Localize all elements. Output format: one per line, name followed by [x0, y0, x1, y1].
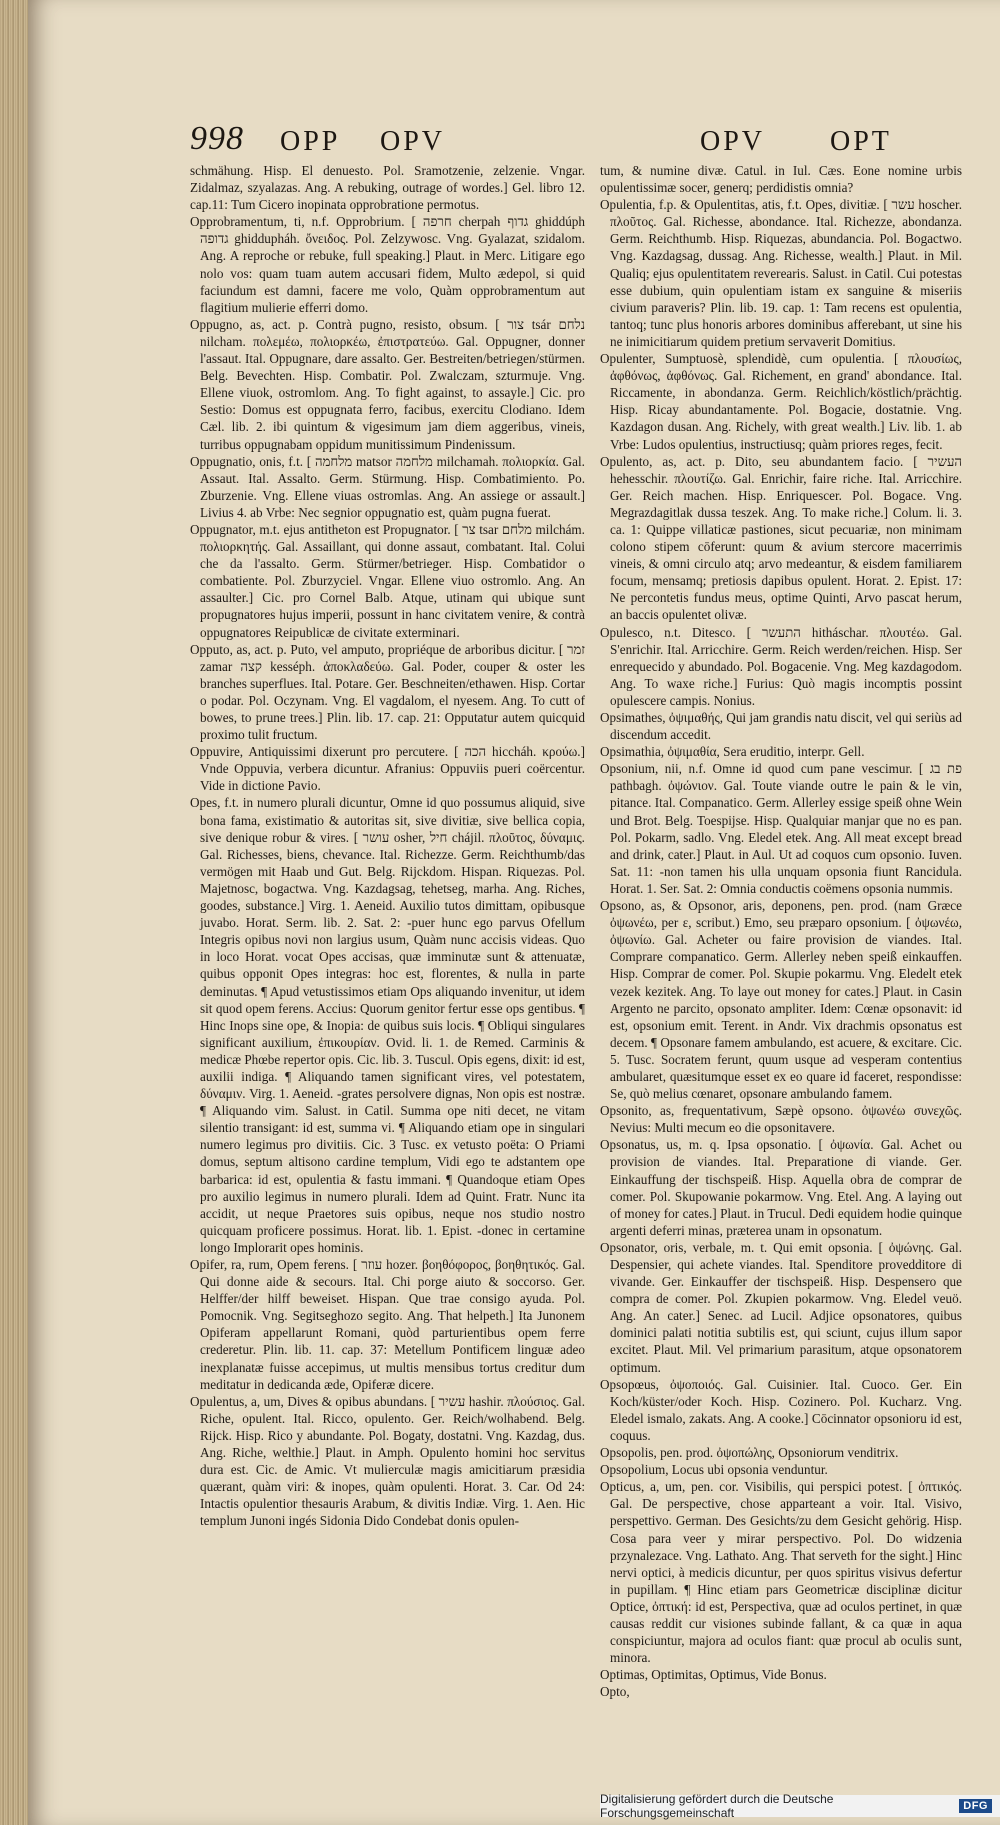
dictionary-entry: Opifer, ra, rum, Opem ferens. [ עוזר hozer. βοηθόφορος, βοηθητικός. Gal. Qui donne aide & secours. Ital. Chi porge aiuto & soccorso. Ger. Helffer/der hilff beweiset. Hispan. Que trae consigo ayuda. Pol. Pomocnik. Vng. Segitseghozo segito. Ang. That helpeth.] Ita Junonem Opiferam appellarunt Romani, quòd parturientibus opem ferre crederetur. Plin. lib. 11. cap. 37: Metellum Pontificem linguæ adeo inexplanatæ fuisse accepimus, ut multis mensibus tortus creditur dum meditatur in dedicanda æde, Opiferæ dicere. [190, 1257, 585, 1392]
dictionary-entry: Opsonator, oris, verbale, m. t. Qui emit opsonia. [ ὀψώνης. Gal. Despensier, qui achete viandes. Ital. Spenditore provedditore di vivande. Ger. Einkauffer der tischspeiß. Hisp. Despensero que compra de comer. Pol. Zkupien pokarmow. Vng. Eledel veuö. Ang. An cater.] Senec. ad Lucil. Adjice opsonatores, quibus dominici palati notitia subtilis est, qui sciunt, cujus illum sapor excitet. Plaut. Mil. Vel primarium parasitum, atque opsonatorem optimum. [600, 1239, 962, 1375]
dictionary-entry: Oppugno, as, act. p. Contrà pugno, resisto, obsum. [ צור tsár נלחם nilcham. πολεμέω, πολιορκέω, ἐπιστρατεύω. Gal. Oppugner, donner l'assaut. Ital. Oppugnare, dare assalto. Ger. Bestreiten/betriegen/stürmen. Belg. Bevechten. Hisp. Combatir. Pol. Zwalczam, szturmuje. Vng. Ellene viuok, ostromlom. Ang. To fight against, to assayle.] Cic. pro Sestio: Domus est oppugnata ferro, facibus, exercitu Clodiano. Idem Cæl. lib. 2. ibi quintum & vigesimum jam diem aggeribus, vineis, turribus oppugnabam oppidum munitissimum Pindenissum. [190, 316, 586, 452]
dictionary-entry: Opsonatus, us, m. q. Ipsa opsonatio. [ ὀψωνία. Gal. Achet ou provision de viandes. Ital. Preparatione di viande. Ger. Einkauffung der tischspeiß. Hisp. Aquella obra de comprar de comer. Pol. Skupowanie pokarmow. Vng. Etel. Ang. A laying out of money for cates.] Plaut. in Trucul. Dedi equidem hodie quinque argenti deferri minas, præterea unam in opsonatum. [600, 1137, 962, 1238]
dictionary-entry: Opputo, as, act. p. Puto, vel amputo, propriéque de arboribus dicitur. [ זמר zamar קצה kesséph. ἀποκλαδεύω. Gal. Poder, couper & oster les branches superflues. Ital. Potare. Ger. Beschneiten/ethawen. Hisp. Cortar o podar. Pol. Oczynam. Vng. El vagdalom, el nyesem. Ang. To cutt of bowes, to prune trees.] Plin. lib. 17. cap. 21: Opputatur autem quicquid proximo tulit fructum. [190, 641, 585, 743]
headword-guide: OPV [700, 126, 766, 157]
dictionary-entry: Opulentia, f.p. & Opulentitas, atis, f.t. Opes, divitiæ. [ עשר hoscher. πλοῦτος. Gal. Richesse, abondance. Ital. Richezze, abondanza. Germ. Reichthumb. Hisp. Riquezas, abundancia. Pol. Bogactwo. Vng. Kazdagsag, dussag. Ang. Richesse, wealth.] Plaut. in Mil. Qualiq; ejus opulentitatem reverearis. Salust. in Catil. Cui potestas esse dubium, quin opulentiam istam ex sanguine & miseriis civium paraveris? Plin. lib. 19. cap. 1: Tam recens est opulentia, tantoq; tunc plus honoris arbores dominibus afferebant, ut sine his ne inimicitiarum quidem pretium servaverit Domitius. [600, 197, 962, 349]
dictionary-entry: Opsopolis, pen. prod. ὀψοπώλης, Opsoniorum venditrix. [600, 1445, 899, 1461]
dictionary-entry: Optimas, Optimitas, Optimus, Vide Bonus. [600, 1667, 827, 1683]
dictionary-entry: Opes, f.t. in numero plurali dicuntur, Omne id quo possumus aliquid, sive bona fama, existimatio & autoritas sit, sive divitiæ, sive bellica copia, sive denique robur & vires. [ עושר osher, חיל chájil. πλοῦτος, δύναμις. Gal. Richesses, biens, chevance. Ital. Richezze. Germ. Reichthumb/das vermögen mit Haab und Gut. Belg. Rijckdom. Hispan. Riquezas. Pol. Majetnosc, bogactwa. Vng. Kazdagsag, tehetseg, marha. Ang. Riches, goodes, substance.] Virg. 1. Aeneid. Auxilio tutos dimittam, opibusque juvabo. Horat. Serm. lib. 2. Sat. 2: -puer hunc ego parvus Ofellum Integris opibus novi non largius usum, Quàm nunc accisis videas. Quo in loco Horat. vocat Opes accisas, quæ imminutæ sunt & attenuatæ, quibus opponit Opes integras: hoc est, florentes, & nulla in parte deminutas. ¶ Apud vetustissimos etiam Ops aliquando invenitur, ut idem sit quod opem ferens. Accius: Quorum genitor fertur esse ops gentibus. ¶ Hinc Inops sine ope, & Inopia: de quibus suis locis. ¶ Obliqui singulares significant auxilium, ἐπικουρίαν. Ovid. li. 1. de Remed. Carminis & medicæ Phœbe repertor opis. Cic. lib. 3. Tuscul. Opis egens, dixit: id est, auxilii indiga. ¶ Aliquando tamen significant vires, vel potestatem, δύναμιν. Virg. 1. Aeneid. -grates persolvere dignas, Non opis est nostræ. ¶ Aliquando vim. Salust. in Catil. Summa ope niti decet, ne vitam silentio transigant: id est, summa vi. ¶ Aliquando etiam ope in singulari numero legimus pro divitiis. Cic. 3 Tusc. ex vetusto poëta: O Priami domus, septum altisono cardine templum, Vidi ego te adstantem ope barbarica: id est, opulentia & fastu immani. ¶ Quandoque etiam Opes pro auxilio legimus in numero plurali. Idem ad Quint. Fratr. Nunc ita accidit, ut neque Praetores suis opibus, neque nos studio nostro quicquam proficere possimus. Horat. lib. 1. Epist. -donec in certamine longo Implorarit opes hominis. [190, 795, 585, 1255]
dictionary-entry: Opticus, a, um, pen. cor. Visibilis, qui perspici potest. [ ὀπτικός. Gal. De perspective, chose apparteant a voir. Ital. Visivo, perspettivo. German. Des Gesichts/zu dem Gesicht gehörig. Hisp. Cosa para veer y mirar perspectivo. Pol. Do widzenia przynalezace. Vng. Lathato. Ang. That serveth for the sight.] Hinc nervi optici, à medicis dicuntur, per quos spiritus visivus defertur in pupillam. ¶ Hinc etiam pars Geometricæ disciplinæ dicitur Optice, ὀπτική: id est, Perspectiva, quæ ad oculos pertinet, in quæ causas reddit cur visiones subinde fallant, & ca quæ in aqua conspiciuntur, majora ad oculos fiant: quæ procul ab oculis sunt, minora. [600, 1479, 962, 1666]
dictionary-entry: Opulento, as, act. p. Dito, seu abundantem facio. [ העשיר hehesschir. πλουτίζω. Gal. Enrichir, faire riche. Ital. Arricchire. Ger. Reich machen. Hisp. Enriquescer. Pol. Bogace. Vng. Megrazdagitlak dussa teszek. Ang. To make riche.] Colum. li. 3. ca. 1: Quippe villaticæ pastiones, sicut pecuariæ, non minimam colono stipem cōferunt: quum & avium stercore macerrimis vineis, & omni circulo atq; arvo medeantur, & eisdem familiarem focum, mensamq; pretiosis dapibus opulent. Horat. 2. Epist. 17: Ne percontetis fundus meus, optime Quinti, Arvo pascat herum, an baccis opulentet olivæ. [600, 453, 962, 623]
entry-continuation: tum, & numine divæ. Catul. in Iul. Cæs. Eone nomine urbis opulentissimæ socer, generq; perdidistis omnia? [600, 163, 962, 196]
dictionary-entry: Opulentus, a, um, Dives & opibus abundans. [ עשיר hashir. πλούσιος. Gal. Riche, opulent. Ital. Ricco, opulento. Ger. Reich/wolhabend. Belg. Rijck. Hisp. Rico y abundante. Pol. Bogaty, dostatni. Vng. Kazdag, dus. Ang. Riche, welthie.] Plaut. in Amph. Opulento homini hoc servitus dura est. Cic. de Amic. Vt mulierculæ magis amicitiarum præsidia quærant, quàm viri: & inopes, quàm opulenti. Horat. 3. Car. Od 24: Intactis opulentior thesauris Arabum, & divitis Indiæ. Virg. 1. Aen. Hic templum Junoni ingés Sidonia Dido Condebat donis opulen- [190, 1393, 585, 1529]
dictionary-entry: Opsonito, as, frequentativum, Sæpè opsono. ὀψωνέω συνεχῶς. Nevius: Multi mecum eo die opsonitavere. [600, 1103, 962, 1136]
credit-text: Digitalisierung gefördert durch die Deutsche Forschungsgemeinschaft [600, 1792, 834, 1820]
dictionary-entry: Opsopolium, Locus ubi opsonia venduntur. [600, 1462, 828, 1478]
dictionary-entry: Opsono, as, & Opsonor, aris, deponens, pen. prod. (nam Græce ὀψωνέω, per ε, scribut.) Emo, seu præparo opsonium. [ ὀψωνέω, ὀψωνίω. Gal. Acheter ou faire provision de viandes. Ital. Comprare companatico. Germ. Allerley neben speiß einkauffen. Hisp. Comprar de comer. Pol. Skupie pokarmu. Vng. Eledelt etek vezek kezitek. Ang. To laye out money for cates.] Plaut. in Casin Argento ne parcito, opsonato ampliter. Idem: Cœnæ opsonavit: id est, opsonium emit. Terent. in Andr. Vix drachmis opsonatus est decem. ¶ Opsonare famem ambulando, est acuere, & excitare. Cic. 5. Tusc. Socratem ferunt, quum usque ad vesperam contentius ambularet, quæsitumque esset ex eo quare id faceret, respondisse: Se, quò melius cœnaret, opsonare ambulando famem. [600, 898, 962, 1102]
dictionary-entry: Opsopœus, ὀψοποιός. Gal. Cuisinier. Ital. Cuoco. Ger. Ein Koch/küster/oder Koch. Hisp. Cozinero. Pol. Kucharz. Vng. Eledel ismalo, zakats. Ang. A cooke.] Cōcinnator opsonioru id est, coquus. [600, 1376, 962, 1443]
dfg-logo: DFG [959, 1799, 992, 1813]
dictionary-entry: Oppugnatio, onis, f.t. [ מלחמה matsor מלחמה milchamah. πολιορκία. Gal. Assaut. Ital. Assalto. Germ. Stürmung. Hisp. Combatimiento. Po. Zburzenie. Vng. Ellene viuas ostromlas. Ang. An assiege or assault.] Livius 4. ab Vrbe: Nec segnior oppugnatio est, quàm pugna fuerat. [190, 453, 585, 520]
page-number: 998 [190, 120, 244, 157]
right-column [600, 162, 962, 1700]
entry-continuation: schmähung. Hisp. El denuesto. Pol. Sramotzenie, zelzenie. Vngar. Zidalmaz, szyalazas. Ang. A rebuking, outrage of wordes.] Gel. libro 12. cap.11: Tum Cicero inopinata opprobratione permotus. [190, 163, 585, 213]
headword-guide: OPV [380, 126, 446, 157]
dictionary-entry: Opulenter, Sumptuosè, splendidè, cum opulentia. [ πλουσίως, ἀφθόνως, ἀφθόνως. Gal. Richement, en grand' abondance. Ital. Riccamente, in abondanza. Germ. Reichlich/köstlich/prächtig. Hisp. Ricay abundantamente. Pol. Bogacie, dostatnie. Vng. Kazdagon dusan. Ang. Richely, with great wealth.] Liv. lib. 1. ab Vrbe: Ludos opulentius, instructiusq; quàm priores reges, fecit. [600, 351, 962, 452]
dictionary-entry: Oppugnator, m.t. ejus antitheton est Propugnator. [ צר tsar מלחם milchám. πολιορκητής. Gal. Assaillant, qui donne assaut, combatant. Ital. Colui che da l'assalto. Germ. Stürmer/betrieger. Hisp. Combatidor o combatiente. Pol. Zburzyciel. Vngar. Ellene viuo ostromlo. Ang. An assaulter.] Cic. pro Cornel Balb. Atque, utinam qui ubique sunt propugnatores hujus imperii, possunt in hanc civitatem venire, & contrà oppugnatores Reipublicæ de civitate exterminari. [190, 521, 585, 640]
digitization-credit [600, 1792, 1000, 1820]
headword-guide: OPT [830, 126, 892, 157]
left-column [190, 162, 586, 1529]
dictionary-entry: Oppuvire, Antiquissimi dixerunt pro percutere. [ הכה hiccháh. κρούω.] Vnde Oppuvia, verbera dicuntur. Afranius: Oppuviis pueri coërcentur. Vide in dictione Pavio. [190, 744, 585, 794]
dictionary-entry: Opsimathia, ὀψιμαθία, Sera eruditio, interpr. Gell. [600, 744, 865, 760]
dictionary-entry: Opto, [600, 1684, 630, 1700]
dictionary-entry: Opulesco, n.t. Ditesco. [ התעשר hitháschar. πλουτέω. Gal. S'enrichir. Ital. Arricchire. Germ. Reich werden/reichen. Hisp. Ser enrequecido y abundado. Pol. Bogacenie. Vng. Meg kazdagodom. Ang. To waxe riche.] Furius: Quò magis incomptis possint opulescere campis. Nonius. [600, 624, 962, 708]
headword-guide: OPP [280, 126, 341, 157]
dictionary-entry: Opsonium, nii, n.f. Omne id quod cum pane vescimur. [ פת בג pathbagh. ὀψώνιον. Gal. Toute viande outre le pain & le vin, pitance. Ital. Companatico. Germ. Allerley essige speiß ohne Wein und Brot. Belg. Toespijse. Hisp. Qualquiar manjar que no es pan. Pol. Pokarm, sadlo. Vng. Eledel etek. Ang. All meat except bread and drink, cater.] Plaut. in Aul. Ut ad coquos cum opsonio. Iuven. Sat. 11: -non tamen his ulla unquam opsonia fiunt Rancidula. Horat. 1. Ser. Sat. 2: Omnia conductis coëmens opsonia nummis. [600, 761, 962, 896]
dictionary-entry: Opsimathes, ὀψιμαθής, Qui jam grandis natu discit, vel qui seriùs ad discendum accedit. [600, 710, 962, 743]
dictionary-entry: Opprobramentum, ti, n.f. Opprobrium. [ חרפה cherpah גדוף ghiddúph גדופה ghiddupháh. ὄνειδος. Pol. Zelzywosc. Vng. Gyalazat, szidalom. Ang. A reproche or rebuke, full speaking.] Plaut. in Merc. Litigare ego nolo vos: quam tuam autem accusari fidem, Multo ædepol, si quid faciundum est damni, facere me volo, Quàm opprobramentum aut flagitium mulierie efferri domo. [190, 214, 585, 315]
